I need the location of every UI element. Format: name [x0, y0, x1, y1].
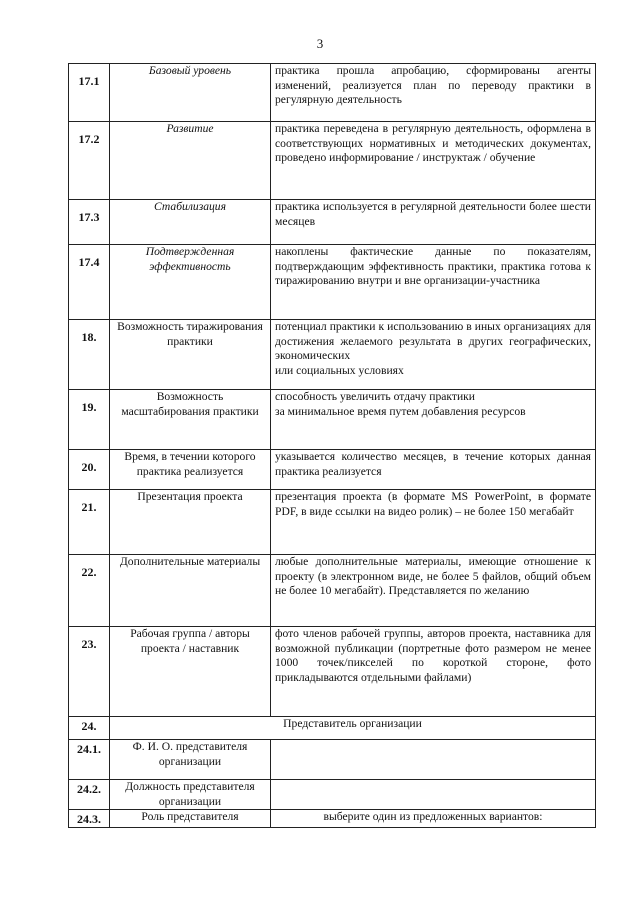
row-label: Подтвержденная эффективность — [110, 245, 271, 320]
row-description: накоплены фактические данные по показателям, подтверждающим эффективность практики, практика готова к тиражированию внутри и вне организации-участника — [271, 245, 596, 320]
row-number: 20. — [69, 450, 110, 490]
table-row — [69, 780, 596, 810]
row-number: 23. — [69, 627, 110, 717]
row-number: 17.4 — [69, 245, 110, 320]
row-label: Базовый уровень — [110, 64, 271, 122]
row-label: Рабочая группа / авторы проекта / наставник — [110, 627, 271, 717]
row-number: 17.2 — [69, 122, 110, 200]
row-number: 22. — [69, 555, 110, 627]
row-number: 18. — [69, 320, 110, 390]
row-description: потенциал практики к использованию в иных организациях для достижения желаемого результата в других географических, экономических или социальных условиях — [271, 320, 596, 390]
table-row — [69, 627, 596, 717]
row-label: Возможность тиражирования практики — [110, 320, 271, 390]
table-row — [69, 122, 596, 200]
row-description: практика используется в регулярной деятельности более шести месяцев — [271, 200, 596, 245]
row-number: 17.3 — [69, 200, 110, 245]
row-label: Время, в течении которого практика реализуется — [110, 450, 271, 490]
row-number: 24.3. — [69, 810, 110, 828]
row-label: Стабилизация — [110, 200, 271, 245]
row-number: 24. — [69, 717, 110, 740]
row-description: способность увеличить отдачу практики за минимальное время путем добавления ресурсов — [271, 390, 596, 450]
row-label: Дополнительные материалы — [110, 555, 271, 627]
row-description: фото членов рабочей группы, авторов проекта, наставника для возможной публикации (портретные фото размером не менее 1000 точек/пикселей по короткой стороне, фото прикладываются отдельными файлами) — [271, 627, 596, 717]
table-row — [69, 555, 596, 627]
table-row — [69, 740, 596, 780]
representative-role-field[interactable]: выберите один из предложенных вариантов: — [271, 810, 596, 828]
row-label: Должность представителя организации — [110, 780, 271, 810]
row-label: Роль представителя — [110, 810, 271, 828]
representative-position-field[interactable] — [271, 780, 596, 810]
row-label: Ф. И. О. представителя организации — [110, 740, 271, 780]
row-number: 24.1. — [69, 740, 110, 780]
row-description: практика переведена в регулярную деятельность, оформлена в соответствующих нормативных и методических документах, проведено информирование / инструктаж / обучение — [271, 122, 596, 200]
row-label: Развитие — [110, 122, 271, 200]
table-row — [69, 390, 596, 450]
row-number: 21. — [69, 490, 110, 555]
row-description: указывается количество месяцев, в течение которых данная практика реализуется — [271, 450, 596, 490]
row-label: Презентация проекта — [110, 490, 271, 555]
table-row — [69, 320, 596, 390]
table-row — [69, 810, 596, 828]
table-row — [69, 200, 596, 245]
row-number: 17.1 — [69, 64, 110, 122]
page-number: 3 — [316, 36, 324, 51]
section-header-row — [69, 717, 596, 740]
row-label: Возможность масштабирования практики — [110, 390, 271, 450]
row-description: любые дополнительные материалы, имеющие отношение к проекту (в электронном виде, не более 5 файлов, общий объем не более 10 мегабайт). Представляется по желанию — [271, 555, 596, 627]
table-row — [69, 450, 596, 490]
table-row — [69, 245, 596, 320]
row-number: 24.2. — [69, 780, 110, 810]
section-title: Представитель организации — [110, 717, 596, 740]
table-row — [69, 64, 596, 122]
row-number: 19. — [69, 390, 110, 450]
row-description: практика прошла апробацию, сформированы агенты изменений, реализуется план по переводу практики в регулярную деятельность — [271, 64, 596, 122]
application-form-table — [68, 63, 596, 828]
representative-name-field[interactable] — [271, 740, 596, 780]
table-row — [69, 490, 596, 555]
row-description: презентация проекта (в формате MS PowerPoint, в формате PDF, в виде ссылки на видео ролик) – не более 150 мегабайт — [271, 490, 596, 555]
